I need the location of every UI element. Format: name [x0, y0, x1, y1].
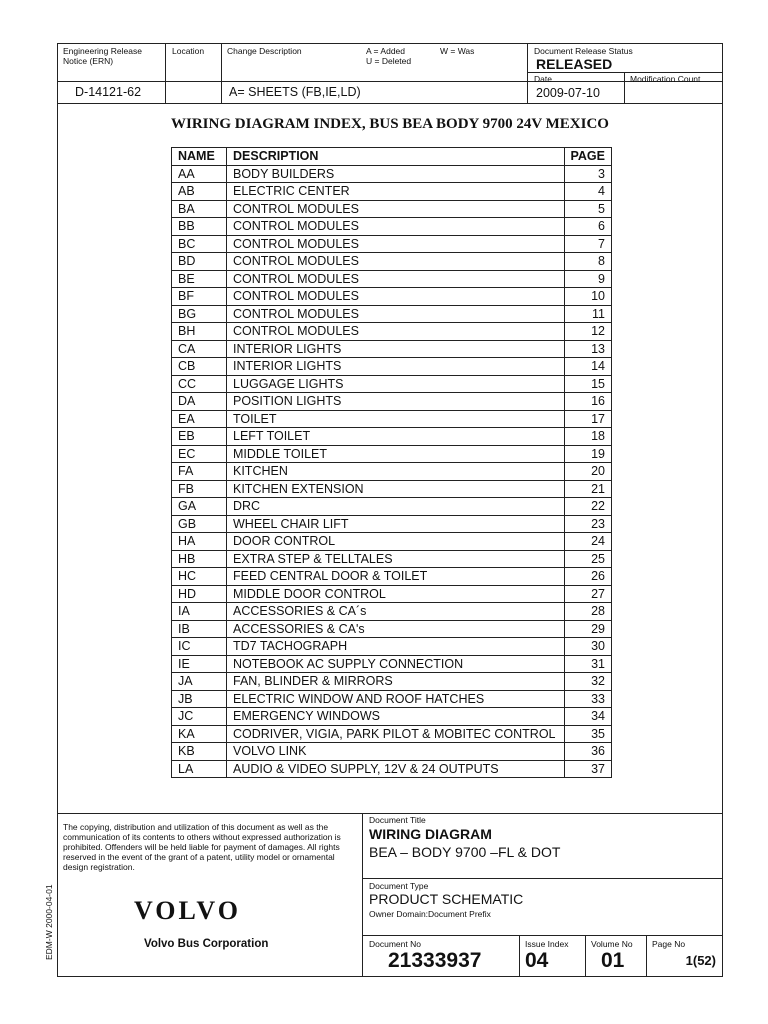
ern-label: Engineering Release Notice (ERN) [63, 46, 142, 66]
row-description-cell: DOOR CONTROL [227, 533, 565, 551]
row-description-cell: LEFT TOILET [227, 428, 565, 446]
row-page-cell: 21 [564, 480, 612, 498]
issue-index-label: Issue Index [525, 939, 569, 949]
row-page-cell: 24 [564, 533, 612, 551]
footer-top-line [57, 813, 723, 814]
location-label: Location [172, 46, 205, 56]
table-row [172, 655, 612, 673]
header-name: NAME [172, 148, 227, 166]
row-page-cell: 25 [564, 550, 612, 568]
footer-type-divider [362, 935, 723, 936]
date-label: Date [534, 74, 552, 84]
row-description-cell: ELECTRIC CENTER [227, 183, 565, 201]
row-name-cell: DA [172, 393, 227, 411]
row-name-cell: GB [172, 515, 227, 533]
row-description-cell: CONTROL MODULES [227, 235, 565, 253]
row-description-cell: ACCESSORIES & CA´s [227, 603, 565, 621]
table-row [172, 620, 612, 638]
row-description-cell: LUGGAGE LIGHTS [227, 375, 565, 393]
row-description-cell: ACCESSORIES & CA's [227, 620, 565, 638]
row-description-cell: CONTROL MODULES [227, 218, 565, 236]
wiring-index-table [171, 147, 612, 778]
row-description-cell: EXTRA STEP & TELLTALES [227, 550, 565, 568]
table-row [172, 498, 612, 516]
row-name-cell: BD [172, 253, 227, 271]
table-row [172, 305, 612, 323]
row-description-cell: POSITION LIGHTS [227, 393, 565, 411]
row-name-cell: BB [172, 218, 227, 236]
table-row [172, 428, 612, 446]
release-status-value: RELEASED [536, 56, 613, 72]
change-description-value: A= SHEETS (FB,IE,LD) [229, 85, 361, 99]
table-row [172, 533, 612, 551]
row-name-cell: GA [172, 498, 227, 516]
row-page-cell: 12 [564, 323, 612, 341]
row-name-cell: IA [172, 603, 227, 621]
table-row [172, 725, 612, 743]
row-description-cell: EMERGENCY WINDOWS [227, 708, 565, 726]
row-description-cell: CONTROL MODULES [227, 200, 565, 218]
row-description-cell: NOTEBOOK AC SUPPLY CONNECTION [227, 655, 565, 673]
document-number-value: 21333937 [388, 949, 482, 972]
row-page-cell: 27 [564, 585, 612, 603]
row-name-cell: JB [172, 690, 227, 708]
page-title: WIRING DIAGRAM INDEX, BUS BEA BODY 9700 24V MEXICO [171, 116, 609, 132]
row-description-cell: TOILET [227, 410, 565, 428]
footer-col-line-1 [362, 813, 363, 977]
table-row [172, 515, 612, 533]
row-page-cell: 10 [564, 288, 612, 306]
volvo-logo: VOLVO [134, 896, 241, 925]
side-form-code: EDM-W 2000-04-01 [44, 884, 54, 960]
row-page-cell: 37 [564, 760, 612, 778]
row-name-cell: HA [172, 533, 227, 551]
row-description-cell: CONTROL MODULES [227, 305, 565, 323]
row-page-cell: 11 [564, 305, 612, 323]
document-title-line1: WIRING DIAGRAM [369, 826, 492, 842]
row-description-cell: CONTROL MODULES [227, 270, 565, 288]
table-header-row [172, 148, 612, 166]
row-page-cell: 34 [564, 708, 612, 726]
row-page-cell: 36 [564, 743, 612, 761]
row-name-cell: JC [172, 708, 227, 726]
row-name-cell: AA [172, 165, 227, 183]
table-row [172, 568, 612, 586]
row-page-cell: 4 [564, 183, 612, 201]
header-description: DESCRIPTION [227, 148, 565, 166]
row-page-cell: 3 [564, 165, 612, 183]
volume-number-value: 01 [601, 949, 625, 972]
row-description-cell: INTERIOR LIGHTS [227, 358, 565, 376]
table-row [172, 375, 612, 393]
modification-count-label: Modification Count [630, 74, 701, 84]
row-description-cell: ELECTRIC WINDOW AND ROOF HATCHES [227, 690, 565, 708]
footer-title-divider [362, 878, 723, 879]
document-type-value: PRODUCT SCHEMATIC [369, 891, 524, 907]
table-row [172, 165, 612, 183]
row-name-cell: LA [172, 760, 227, 778]
row-name-cell: IC [172, 638, 227, 656]
header-col-line-3 [527, 43, 528, 103]
row-description-cell: FAN, BLINDER & MIRRORS [227, 673, 565, 691]
row-page-cell: 22 [564, 498, 612, 516]
date-value: 2009-07-10 [536, 86, 600, 100]
row-name-cell: EB [172, 428, 227, 446]
row-page-cell: 13 [564, 340, 612, 358]
table-row [172, 323, 612, 341]
row-description-cell: KITCHEN EXTENSION [227, 480, 565, 498]
row-page-cell: 7 [564, 235, 612, 253]
row-name-cell: BA [172, 200, 227, 218]
row-description-cell: MIDDLE TOILET [227, 445, 565, 463]
row-page-cell: 35 [564, 725, 612, 743]
row-name-cell: HD [172, 585, 227, 603]
volume-number-label: Volume No [591, 939, 633, 949]
row-name-cell: IE [172, 655, 227, 673]
row-name-cell: AB [172, 183, 227, 201]
page-number-value: 1(52) [685, 953, 716, 968]
legend-added: A = Added [366, 46, 405, 56]
row-page-cell: 6 [564, 218, 612, 236]
row-name-cell: CB [172, 358, 227, 376]
row-page-cell: 9 [564, 270, 612, 288]
row-name-cell: FA [172, 463, 227, 481]
table-row [172, 603, 612, 621]
row-name-cell: BF [172, 288, 227, 306]
row-page-cell: 14 [564, 358, 612, 376]
row-page-cell: 30 [564, 638, 612, 656]
table-row [172, 358, 612, 376]
row-description-cell: BODY BUILDERS [227, 165, 565, 183]
table-row [172, 183, 612, 201]
header-col-line-1 [165, 43, 166, 103]
row-name-cell: EA [172, 410, 227, 428]
row-description-cell: CONTROL MODULES [227, 253, 565, 271]
row-name-cell: KB [172, 743, 227, 761]
table-row [172, 638, 612, 656]
table-row [172, 218, 612, 236]
footer-col-line-3 [585, 935, 586, 977]
document-title-line2: BEA – BODY 9700 –FL & DOT [369, 844, 561, 860]
header-bottom-line [57, 103, 723, 104]
row-name-cell: CA [172, 340, 227, 358]
row-description-cell: WHEEL CHAIR LIFT [227, 515, 565, 533]
row-description-cell: DRC [227, 498, 565, 516]
row-name-cell: KA [172, 725, 227, 743]
row-description-cell: CODRIVER, VIGIA, PARK PILOT & MOBITEC CONTROL [227, 725, 565, 743]
table-row [172, 393, 612, 411]
row-name-cell: JA [172, 673, 227, 691]
header-col-line-4 [624, 72, 625, 103]
row-page-cell: 19 [564, 445, 612, 463]
document-title-label: Document Title [369, 815, 426, 825]
owner-domain-label: Owner Domain:Document Prefix [369, 909, 491, 919]
table-row [172, 550, 612, 568]
row-description-cell: TD7 TACHOGRAPH [227, 638, 565, 656]
row-page-cell: 16 [564, 393, 612, 411]
table-row [172, 463, 612, 481]
document-type-label: Document Type [369, 881, 429, 891]
header-page: PAGE [564, 148, 612, 166]
row-page-cell: 29 [564, 620, 612, 638]
status-divider [527, 72, 723, 73]
table-row [172, 708, 612, 726]
row-name-cell: FB [172, 480, 227, 498]
row-name-cell: CC [172, 375, 227, 393]
row-name-cell: IB [172, 620, 227, 638]
row-name-cell: BC [172, 235, 227, 253]
row-page-cell: 20 [564, 463, 612, 481]
table-row [172, 585, 612, 603]
row-name-cell: BE [172, 270, 227, 288]
row-description-cell: AUDIO & VIDEO SUPPLY, 12V & 24 OUTPUTS [227, 760, 565, 778]
row-name-cell: EC [172, 445, 227, 463]
row-page-cell: 23 [564, 515, 612, 533]
footer-col-line-2 [519, 935, 520, 977]
company-name: Volvo Bus Corporation [144, 938, 269, 950]
document-number-label: Document No [369, 939, 421, 949]
row-description-cell: FEED CENTRAL DOOR & TOILET [227, 568, 565, 586]
release-status-label: Document Release Status [534, 46, 633, 56]
legend-was: W = Was [440, 46, 475, 56]
row-description-cell: CONTROL MODULES [227, 323, 565, 341]
row-page-cell: 17 [564, 410, 612, 428]
table-row [172, 288, 612, 306]
table-row [172, 673, 612, 691]
row-page-cell: 8 [564, 253, 612, 271]
row-name-cell: BH [172, 323, 227, 341]
row-description-cell: CONTROL MODULES [227, 288, 565, 306]
table-row [172, 200, 612, 218]
row-page-cell: 26 [564, 568, 612, 586]
row-page-cell: 5 [564, 200, 612, 218]
page-number-label: Page No [652, 939, 686, 949]
legend-deleted: U = Deleted [366, 56, 412, 66]
table-row [172, 270, 612, 288]
copyright-notice: The copying, distribution and utilization of this document as well as the communication of its contents to others without expressed authorization is prohibited. Offenders will be held liable for payment of damages. All rights reserved in the event of the grant of a patent, utility model or ornamental design registration. [63, 822, 341, 872]
table-row [172, 743, 612, 761]
row-name-cell: BG [172, 305, 227, 323]
ern-value: D-14121-62 [75, 85, 142, 99]
table-row [172, 410, 612, 428]
row-page-cell: 31 [564, 655, 612, 673]
table-row [172, 340, 612, 358]
table-row [172, 235, 612, 253]
table-row [172, 690, 612, 708]
row-description-cell: VOLVO LINK [227, 743, 565, 761]
row-name-cell: HC [172, 568, 227, 586]
change-description-label: Change Description [227, 46, 302, 56]
row-page-cell: 32 [564, 673, 612, 691]
table-row [172, 253, 612, 271]
row-page-cell: 33 [564, 690, 612, 708]
row-page-cell: 28 [564, 603, 612, 621]
row-description-cell: MIDDLE DOOR CONTROL [227, 585, 565, 603]
table-row [172, 445, 612, 463]
table-row [172, 760, 612, 778]
row-description-cell: KITCHEN [227, 463, 565, 481]
table-body [172, 165, 612, 778]
table-row [172, 480, 612, 498]
row-description-cell: INTERIOR LIGHTS [227, 340, 565, 358]
header-col-line-2 [221, 43, 222, 103]
row-page-cell: 15 [564, 375, 612, 393]
issue-index-value: 04 [525, 949, 549, 972]
row-name-cell: HB [172, 550, 227, 568]
row-page-cell: 18 [564, 428, 612, 446]
